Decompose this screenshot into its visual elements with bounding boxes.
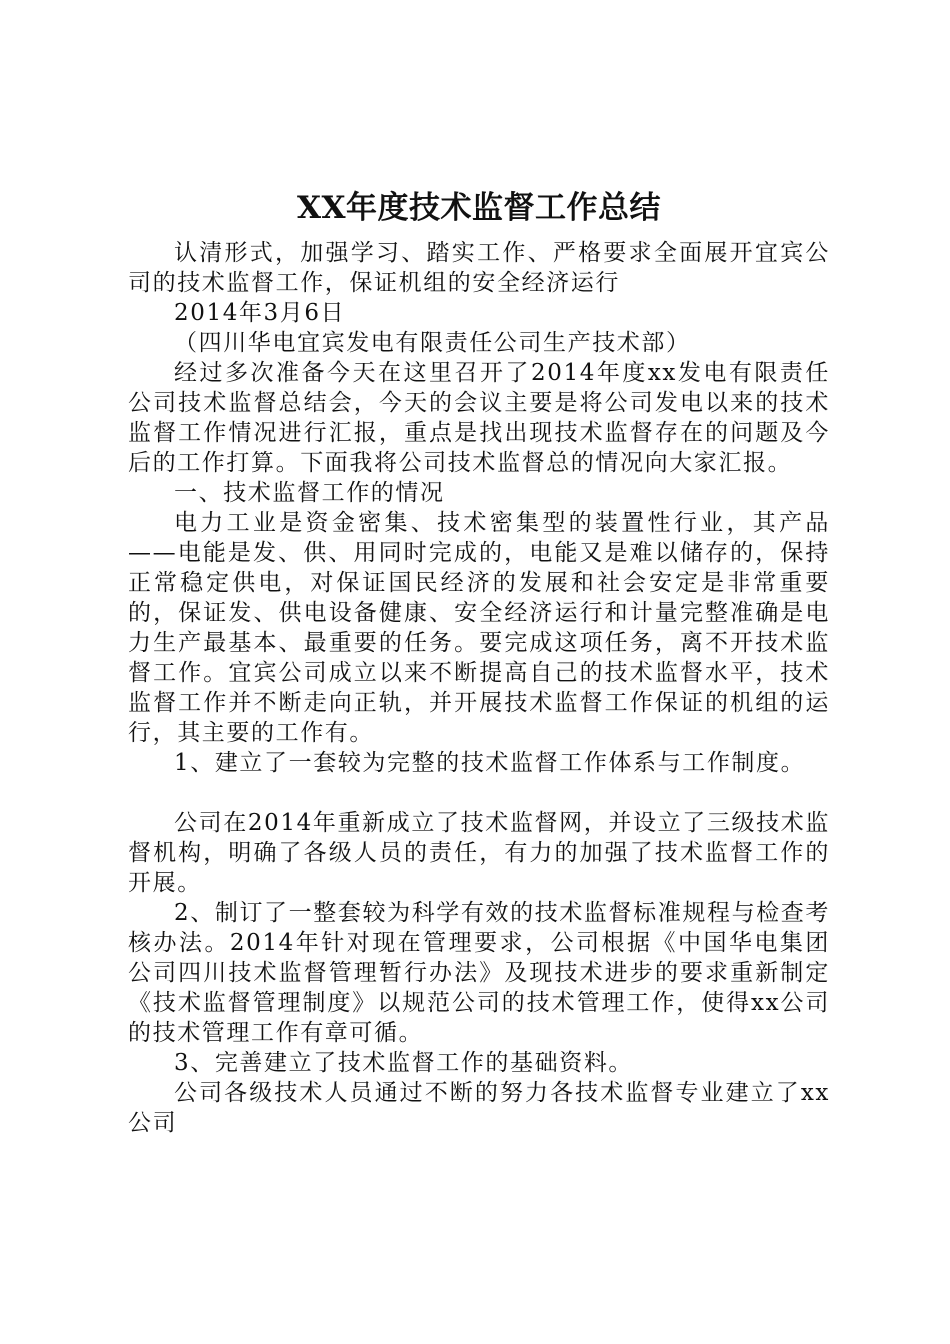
body-paragraph: 公司在2014年重新成立了技术监督网，并设立了三级技术监督机构，明确了各级人员的责任，有力的加强了技术监督工作的开展。 xyxy=(128,810,830,896)
item-heading-2: 2、制订了一整套较为科学有效的技术监督标准规程与检查考核办法。2014年针对现在管理要求，公司根据《中国华电集团公司四川技术监督管理暂行办法》及现技术进步的要求重新制定《技术监督管理制度》以规范公司的技术管理工作，使得xx公司的技术管理工作有章可循。 xyxy=(128,900,830,1046)
date-line: 2014年3月6日 xyxy=(174,300,346,326)
document-title: XX年度技术监督工作总结 xyxy=(296,190,662,226)
body-paragraph: 电力工业是资金密集、技术密集型的装置性行业，其产品——电能是发、供、用同时完成的，电能又是难以储存的，保持正常稳定供电，对保证国民经济的发展和社会安定是非常重要的，保证发、供电设备健康、安全经济运行和计量完整准确是电力生产最基本、最重要的任务。要完成这项任务，离不开技术监督工作。宜宾公司成立以来不断提高自己的技术监督水平，技术监督工作并不断走向正轨，并开展技术监督工作保证的机组的运行，其主要的工作有。 xyxy=(128,510,830,746)
department-line: （四川华电宜宾发电有限责任公司生产技术部） xyxy=(174,330,691,356)
body-paragraph: 公司各级技术人员通过不断的努力各技术监督专业建立了xx公司 xyxy=(128,1080,830,1136)
document-body xyxy=(128,186,830,1138)
section-heading: 一、技术监督工作的情况 xyxy=(174,480,445,506)
subtitle-paragraph: 认清形式，加强学习、踏实工作、严格要求全面展开宜宾公司的技术监督工作，保证机组的安全经济运行 xyxy=(128,240,830,296)
item-heading-3: 3、完善建立了技术监督工作的基础资料。 xyxy=(174,1050,634,1076)
item-heading-1: 1、建立了一套较为完整的技术监督工作体系与工作制度。 xyxy=(174,750,806,776)
intro-paragraph: 经过多次准备今天在这里召开了2014年度xx发电有限责任公司技术监督总结会，今天的会议主要是将公司发电以来的技术监督工作情况进行汇报，重点是找出现技术监督存在的问题及今后的工作打算。下面我将公司技术监督总的情况向大家汇报。 xyxy=(128,360,830,476)
